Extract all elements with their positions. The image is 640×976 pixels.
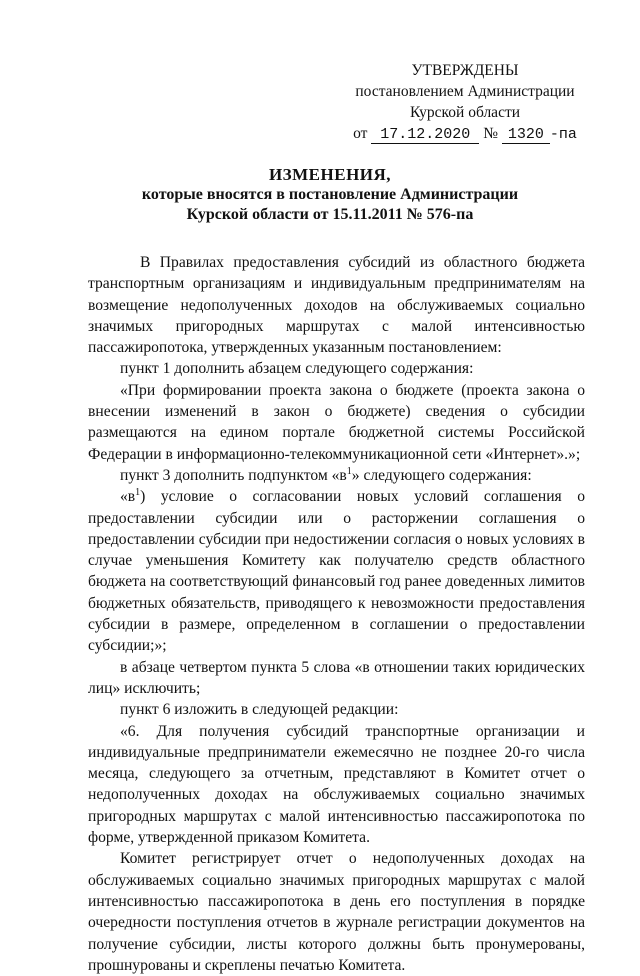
approved-region: Курской области <box>409 104 521 121</box>
number-label: № <box>483 125 498 142</box>
paragraph-4 <box>88 465 585 486</box>
paragraph-2: пункт 1 дополнить абзацем следующего содержания: <box>120 360 474 378</box>
approved-heading: УТВЕРЖДЕНЫ <box>411 62 519 79</box>
decree-number: 1320 <box>502 127 550 144</box>
paragraph-4-superscript: 1 <box>346 465 352 477</box>
title-line-3: Курской области от 15.11.2011 № 576-па <box>186 206 474 223</box>
paragraph-5-superscript: 1 <box>135 487 141 499</box>
paragraph-8: «6. Для получения субсидий транспортные организации и индивидуальные предприниматели ежемесячно не позднее 20-го числа месяца, следующего за отчетным, представляют в Комитет отчет о недополученных доходах на обслуживаемых социально значимых пригородных маршрутах с малой интенсивностью пассажиропотока по форме, утвержденной приказом Комитета. <box>88 722 585 847</box>
decree-date: 17.12.2020 <box>371 127 479 144</box>
document-body <box>88 252 585 976</box>
paragraph-5-text-b: ) условие о согласовании новых условий соглашения о предоставлении субсидии или о расторжении соглашения о предоставлении субсидии при недостижении согласия о новых условиях в случае уменьшения Комитету как получателю средств областного бюджета на соответствующий финансовый год ранее доведенных лимитов бюджетных обязательств, приводящего к невозможности предоставления субсидии в размере, определенном в соглашении о предоставлении субсидии;»; <box>88 488 585 655</box>
from-label: от <box>353 125 368 142</box>
paragraph-7: пункт 6 изложить в следующей редакции: <box>120 701 399 719</box>
paragraph-9: Комитет регистрирует отчет о недополученных доходах на обслуживаемых социально значимых пригородных маршрутах с малой интенсивностью пассажиропотока в день его поступления в порядке очередности поступления отчетов в журнале регистрации документов на получение субсидии, листы которого должны быть пронумерованы, прошнурованы и скреплены печатью Комитета. <box>88 850 585 974</box>
paragraph-6: в абзаце четвертом пункта 5 слова «в отношении таких юридических лиц» исключить; <box>88 658 585 697</box>
paragraph-5-text-a: «в <box>120 488 136 506</box>
document-title <box>80 165 580 225</box>
decree-date-number <box>345 123 585 145</box>
paragraph-3: «При формировании проекта закона о бюджете (проекта закона о внесении изменений в закон о бюджете) сведения о субсидии размещаются на едином портале бюджетной системы Российской Федерации в информационно-телекоммуникационной сети «Интернет».»; <box>88 381 585 463</box>
approval-stamp <box>345 60 585 145</box>
paragraph-4-text-b: » следующего содержания: <box>351 466 532 484</box>
paragraph-5 <box>88 486 585 656</box>
paragraph-1: В Правилах предоставления субсидий из областного бюджета транспортным организациям и индивидуальным предпринимателям на возмещение недополученных доходов на обслуживаемых социально значимых пригородных маршрутах с малой интенсивностью пассажиропотока, утвержденных указанным постановлением: <box>88 254 585 357</box>
approved-by-decree: постановлением Администрации <box>355 83 575 100</box>
title-line-1: ИЗМЕНЕНИЯ, <box>268 165 392 184</box>
title-line-2: которые вносятся в постановление Администрации <box>141 186 519 203</box>
paragraph-4-text-a: пункт 3 дополнить подпунктом «в <box>120 466 347 484</box>
decree-number-suffix: -па <box>549 126 577 143</box>
